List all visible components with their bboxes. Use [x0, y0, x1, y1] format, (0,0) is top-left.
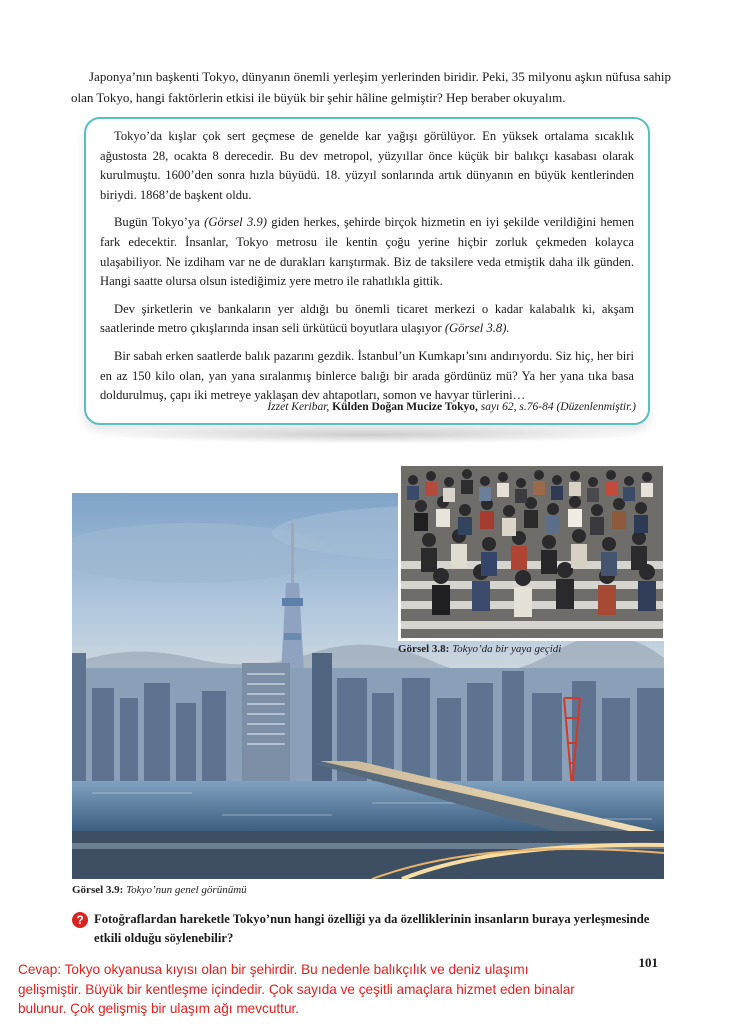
figure-3-8-label: Görsel 3.8:	[398, 643, 450, 655]
intro-text: Japonya’nın başkenti Tokyo, dünyanın önemli yerleşim yerlerinden biridir. Peki, 35 milyonu aşkın nüfusa sahip olan Tokyo, hangi faktörlerin etkisi ile büyük bir şehir hâline gelmiştir? Hep beraber okuyalım.	[71, 69, 671, 105]
question-block	[72, 910, 672, 948]
figure-3-9-text: Tokyo’nun genel görünümü	[123, 884, 247, 896]
figure-ref-3-9: (Görsel 3.9)	[204, 215, 267, 230]
quote-p3-start: Dev şirketlerin ve bankaların yer aldığı bu önemli ticaret merkezi o kadar kalabalık ki, akşam saatlerinde metro çıkışlarında insan seli ürkütücü boyutlara ulaşıyor	[100, 301, 634, 336]
source-details: sayı 62, s.76-84 (Düzenlenmiştir.)	[477, 401, 636, 413]
quote-p2-start: Bugün Tokyo’ya	[114, 215, 205, 230]
pedestrian-crossing-photo	[398, 463, 666, 641]
figure-3-8-text: Tokyo’da bir yaya geçidi	[449, 643, 562, 655]
figure-3-9-caption	[72, 884, 247, 896]
question-mark-icon: ?	[72, 912, 88, 928]
pedestrian-crossing-image	[401, 466, 663, 638]
quote-text	[100, 127, 634, 414]
quote-paragraph-4: Bir sabah erken saatlerde balık pazarını gezdik. İstanbul’un Kumkapı’sını andırıyordu. Siz hiç, her biri en az 150 kilo olan, yan yana sıralanmış binlerce balığı bir arada gördünüz mü? Ya her yana tıka basa doldurulmuş, çapı iki metreye yaklaşan dev ahtapotları, somon ve havyar türlerini…	[100, 348, 634, 403]
quote-box-shadow	[100, 426, 640, 444]
quote-source	[267, 401, 636, 413]
quote-box	[84, 117, 650, 425]
answer-text: Cevap: Tokyo okyanusa kıyısı olan bir şehirdir. Bu nedenle balıkçılık ve deniz ulaşımı gelişmiştir. Büyük bir kentleşme içindedir. Çok sayıda ve çeşitli amaçlara hizmet eden binalar bulunur. Çok gelişmiş bir ulaşım ağı mevcuttur.	[18, 962, 575, 1017]
page-number: 101	[638, 955, 658, 970]
quote-p2-end: giden herkes, şehirde birçok hizmetin en iyi şekilde verildiğini hemen fark edecektir. İnsanlar, Tokyo metrosu ile kentin çoğu yerine hiçbir zorluk çekmeden kolayca ulaşabiliyor. Ne izdiham var ne de durakları karıştırmak. Biz de taksilere veda etmiştik daha ilk günden. Hangi saatte olursa olsun istediğimiz yere metro ile rahatlıkla gittik.	[100, 215, 634, 289]
quote-paragraph-1: Tokyo’da kışlar çok sert geçmese de genelde kar yağışı görülüyor. En yüksek ortalama sıcaklık ağustosta 28, ocakta 8 derecedir. Bu dev metropol, yüzyıllar önce küçük bir balıkçı kasabası olarak kurulmuştu. 1600’den sonra hızla büyüdü. 18. yüzyıl sonlarında artık dünyanın en büyük kentlerinden biriydi. 1868’de başkent oldu.	[100, 129, 634, 202]
intro-paragraph	[71, 66, 671, 108]
figure-3-9-label: Görsel 3.9:	[72, 884, 124, 896]
source-author: İzzet Keribar,	[267, 401, 333, 413]
figure-ref-3-8: (Görsel 3.8).	[444, 321, 510, 336]
source-title: Külden Doğan Mucize Tokyo,	[332, 401, 478, 413]
quote-paragraph-3	[100, 300, 634, 339]
question-text: Fotoğraflardan hareketle Tokyo’nun hangi özelliği ya da özelliklerinin insanların buraya yerleşmesinde etkili olduğu söylenebilir?	[94, 912, 650, 945]
quote-paragraph-2	[100, 213, 634, 291]
figure-3-8-caption	[398, 643, 561, 655]
